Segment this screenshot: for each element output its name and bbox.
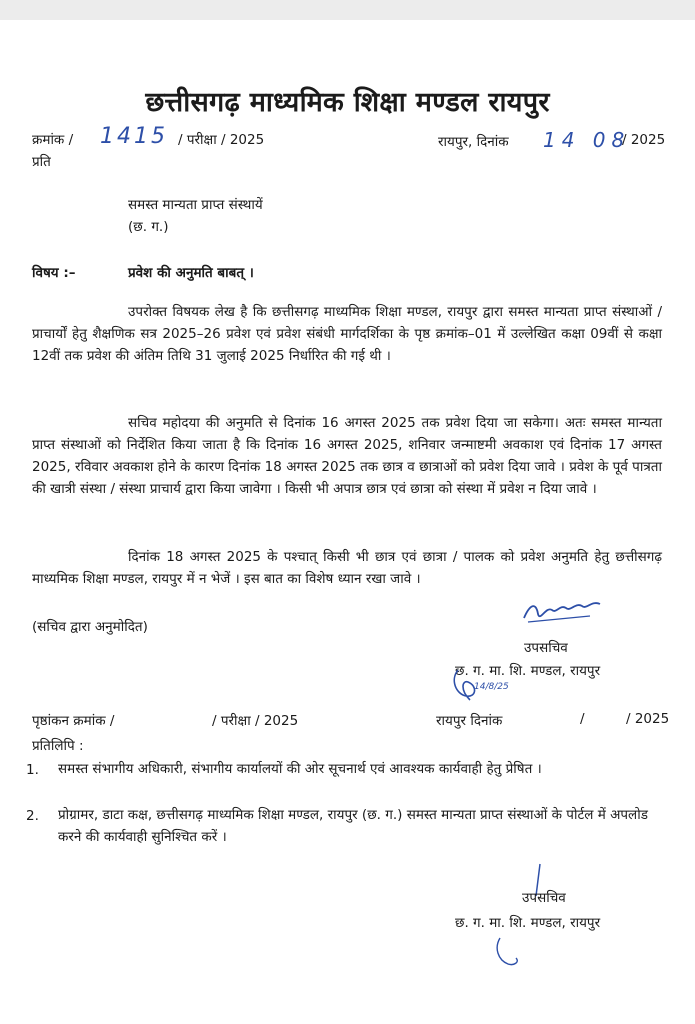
approved-by-note: (सचिव द्वारा अनुमोदित) — [32, 619, 148, 635]
krmank-label: क्रमांक / — [32, 132, 74, 148]
endorsement-raipur-dinank: रायपुर दिनांक — [436, 713, 503, 729]
list-item-1-text: समस्त संभागीय अधिकारी, संभागीय कार्यालयों की ओर सूचनार्थ एवं आवश्यक कार्यवाही हेतु प्रेषित । — [58, 761, 542, 777]
signature-1-office: छ. ग. मा. शि. मण्डल, रायपुर — [455, 663, 601, 679]
raipur-dinank-label: रायपुर, दिनांक — [438, 134, 509, 150]
letterhead-title: छत्तीसगढ़ माध्यमिक शिक्षा मण्डल रायपुर — [145, 87, 550, 118]
list-item-2-number: 2. — [26, 808, 39, 824]
subject-text: प्रवेश की अनुमति बाबत् । — [128, 265, 254, 281]
header-year: / 2025 — [622, 132, 666, 148]
initials-date: 14/8/25 — [474, 682, 509, 692]
scan-top-band — [0, 0, 695, 20]
endorsement-krmank: पृष्ठांकन क्रमांक / — [32, 713, 115, 729]
list-item-1-number: 1. — [26, 762, 39, 778]
krmank-handwritten-number: 1415 — [100, 124, 168, 149]
addressee-line1: समस्त मान्यता प्राप्त संस्थायें — [128, 197, 263, 213]
handwritten-date: 14 08 — [543, 128, 631, 152]
subject-label: विषय :– — [32, 265, 76, 281]
addressee-line2: (छ. ग.) — [128, 219, 169, 235]
pariksha-year: / परीक्षा / 2025 — [178, 132, 265, 148]
signature-1-scribble — [520, 596, 610, 626]
signature-2-scribble — [490, 934, 540, 974]
signature-1-designation: उपसचिव — [524, 640, 568, 656]
pratilipi-label: प्रतिलिपि : — [32, 738, 84, 754]
body-paragraph-3: दिनांक 18 अगस्त 2025 के पश्चात् किसी भी छात्र एवं छात्रा / पालक को प्रवेश अनुमति हेतु छत्तीसगढ़ माध्यमिक शिक्षा मण्डल, रायपुर में न भेजें । इस बात का विशेष ध्यान रखा जावे । — [32, 549, 662, 587]
list-item-2-text: प्रोग्रामर, डाटा कक्ष, छत्तीसगढ़ माध्यमिक शिक्षा मण्डल, रायपुर (छ. ग.) समस्त मान्यता प्राप्त संस्थाओं के पोर्टल में अपलोड करने की कार्यवाही सुनिश्चित करें । — [58, 807, 648, 845]
endorsement-pariksha: / परीक्षा / 2025 — [212, 713, 299, 729]
endorsement-slash: / — [580, 711, 585, 727]
body-paragraph-1: उपरोक्त विषयक लेख है कि छत्तीसगढ़ माध्यमिक शिक्षा मण्डल, रायपुर द्वारा समस्त मान्यता प्राप्त संस्थाओं / प्राचार्यों हेतु शैक्षणिक सत्र 2025–26 प्रवेश एवं प्रवेश संबंधी मार्गदर्शिका के पृष्ठ क्रमांक–01 में उल्लेखित कक्षा 09वीं से कक्षा 12वीं तक प्रवेश की अंतिम तिथि 31 जुलाई 2025 निर्धारित की गई थी । — [32, 304, 662, 364]
prati-label: प्रति — [32, 154, 51, 170]
body-paragraph-2: सचिव महोदया की अनुमति से दिनांक 16 अगस्त 2025 तक प्रवेश दिया जा सकेगा। अतः समस्त मान्यता प्राप्त संस्थाओं को निर्देशित किया जाता है कि दिनांक 16 अगस्त 2025, शनिवार जन्माष्टमी अवकाश एवं दिनांक 17 अगस्त 2025, रविवार अवकाश होने के कारण दिनांक 18 अगस्त 2025 तक छात्र व छात्राओं को प्रवेश दिया जावे । प्रवेश के पूर्व पात्रता की खात्री संस्था / संस्था प्राचार्य द्वारा किया जावेगा । किसी भी अपात्र छात्र एवं छात्रा को संस्था में प्रवेश न दिया जावे । — [32, 415, 662, 497]
endorsement-year: / 2025 — [626, 711, 670, 727]
signature-2-office: छ. ग. मा. शि. मण्डल, रायपुर — [455, 915, 601, 931]
signature-2-designation: उपसचिव — [522, 890, 566, 906]
